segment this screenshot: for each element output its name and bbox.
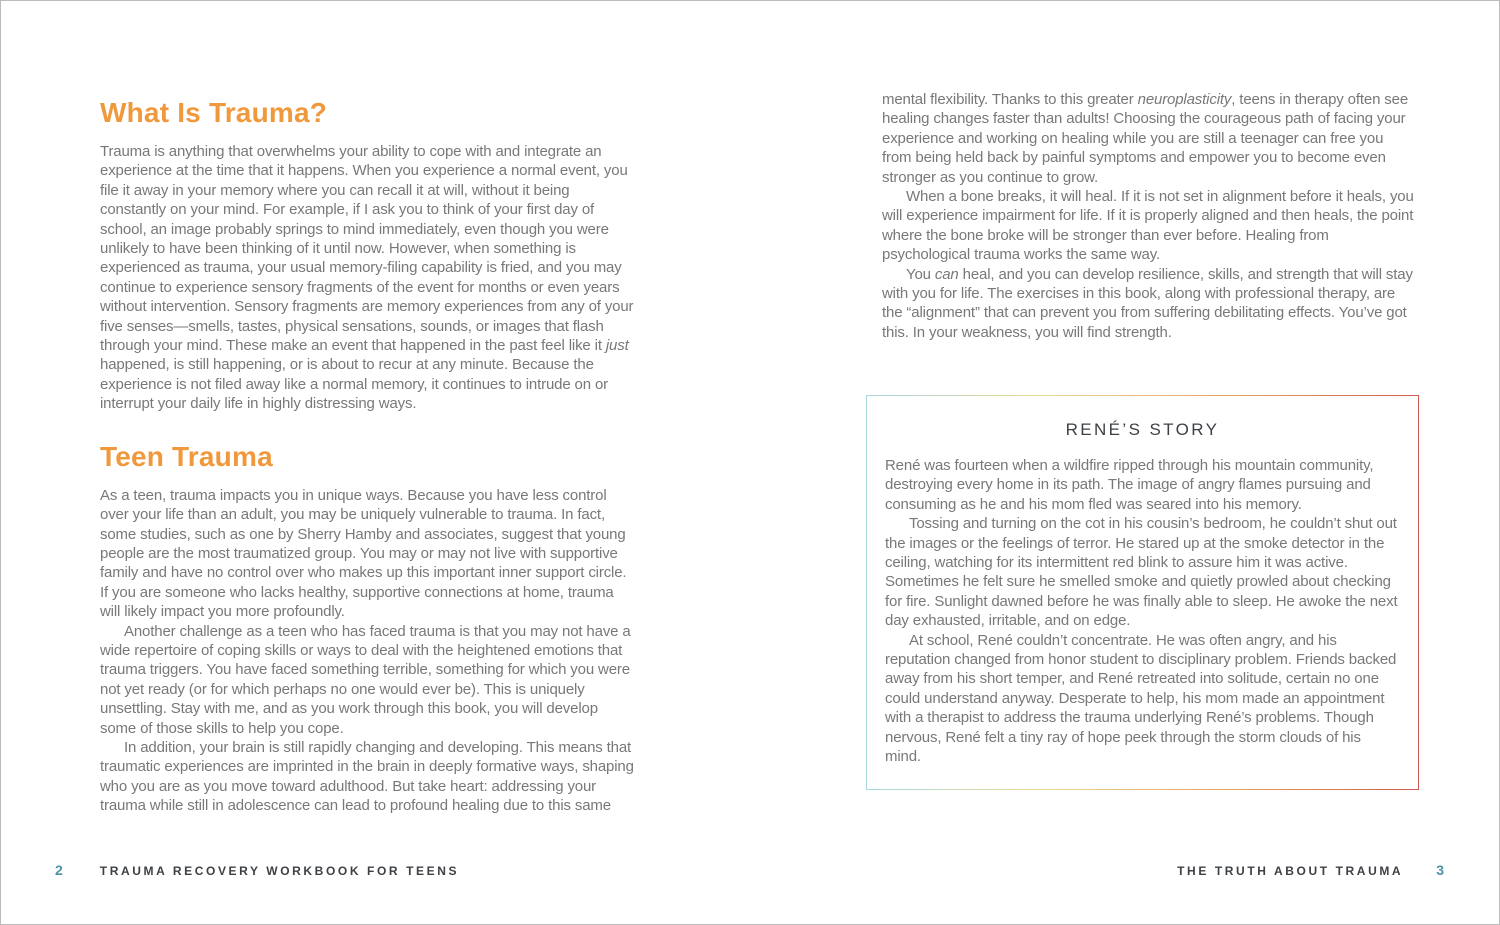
right-page-footer	[1177, 862, 1444, 878]
right-page-number: 3	[1436, 862, 1444, 878]
story-box-title: RENÉ’S STORY	[1065, 420, 1220, 439]
paragraph-bone-breaks: When a bone breaks, it will heal. If it is not set in alignment before it heals, you will experience impairment for life. If it is properly aligned and then heals, the point where the bone broke will be stronger than ever before. Healing from psychological trauma works the same way.	[882, 188, 1414, 264]
paragraph-teen-impact: As a teen, trauma impacts you in unique ways. Because you have less control over your life than an adult, you may be uniquely vulnerable to trauma. In fact, some studies, such as one by Sherry Hamby and associates, suggest that young people are the most traumatized group. You may or may not live with supportive family and have no control over who makes up this important inner support circle. If you are someone who lacks healthy, supportive connections at home, trauma will likely impact you more profoundly.	[100, 486, 627, 621]
left-page-number: 2	[55, 862, 63, 878]
story-paragraph-school: At school, René couldn’t concentrate. He was often angry, and his reputation changed from honor student to disciplinary problem. Friends backed away from his short temper, and René retreated into solitude, certain no one could understand anyway. Desperate to help, his mom made an appointment with a therapist to address the trauma underlying René’s problems. Though nervous, René felt a tiny ray of hope peek through the storm clouds of his mind.	[885, 631, 1397, 766]
story-paragraph-wildfire: René was fourteen when a wildfire ripped through his mountain community, destroying every home in its path. The image of angry flames pursuing and consuming as he and his mom fled was seared into his memory.	[885, 457, 1374, 513]
paragraph-you-can-heal: You can heal, and you can develop resilience, skills, and strength that will stay with you for life. The exercises in this book, along with professional therapy, are the “alignment” that can prevent you from suffering debilitating effects. You’ve got this. In your weakness, you will find strength.	[882, 265, 1413, 341]
right-page	[882, 90, 1416, 342]
paragraph-neuroplasticity: mental flexibility. Thanks to this greater neuroplasticity, teens in therapy often see healing changes faster than adults! Choosing the courageous path of facing your experience and working on healing while you are still a teenager can free you from being held back by painful symptoms and empower you to become even stronger as you continue to grow.	[882, 91, 1409, 186]
story-paragraph-sleepless: Tossing and turning on the cot in his cousin’s bedroom, he couldn’t shut out the images or the feelings of terror. He stared up at the smoke detector in the ceiling, watching for its intermittent red blink to assure him it was active. Sometimes he felt sure he smelled smoke and quietly prowled about checking for fire. Sunlight dawned before he was finally able to sleep. He awoke the next day exhausted, irritable, and on edge.	[885, 515, 1398, 630]
section-heading-teen-trauma: Teen Trauma	[100, 440, 273, 472]
left-page-footer	[55, 862, 459, 878]
chapter-title-running-footer: THE TRUTH ABOUT TRAUMA	[1177, 864, 1404, 878]
book-title-running-footer: TRAUMA RECOVERY WORKBOOK FOR TEENS	[99, 864, 460, 878]
section-heading-what-is-trauma: What Is Trauma?	[100, 97, 328, 128]
rene-story-box	[866, 395, 1419, 790]
paragraph-coping-skills: Another challenge as a teen who has faced trauma is that you may not have a wide repertoire of coping skills or ways to deal with the heightened emotions that trauma triggers. You have faced something terrible, something for which you were not yet ready (or for which perhaps no one would ever be). This is uniquely unsettling. Stay with me, and as you work through this book, you will develop some of those skills to help you cope.	[100, 622, 631, 737]
paragraph-brain-development: In addition, your brain is still rapidly changing and developing. This means that traumatic experiences are imprinted in the brain in deeply formative ways, shaping who you are as you move toward adulthood. But take heart: addressing your trauma while still in adolescence can lead to profound healing due to this same	[100, 738, 634, 815]
left-page	[100, 97, 637, 816]
paragraph-trauma-definition: Trauma is anything that overwhelms your ability to cope with and integrate an experience at the time that it happens. When you experience a normal event, you file it away in your memory where you can recall it at will, without it being constantly on your mind. For example, if I ask you to think of your first day of school, an image probably springs to mind immediately, even though you were unlikely to have been thinking of it until now. However, when something is experienced as trauma, your usual memory-filing capability is fried, and you may continue to experience sensory fragments of the event for months or even years without intervention. Sensory fragments are memory experiences from any of your five senses—smells, tastes, physical sensations, sounds, or images that flash through your mind. These make an event that happened in the past feel like it just happened, is still happening, or is about to recur at any minute. Because the experience is not filed away like a normal memory, it continues to intrude on or interrupt your daily life in highly distressing ways.	[100, 143, 634, 413]
